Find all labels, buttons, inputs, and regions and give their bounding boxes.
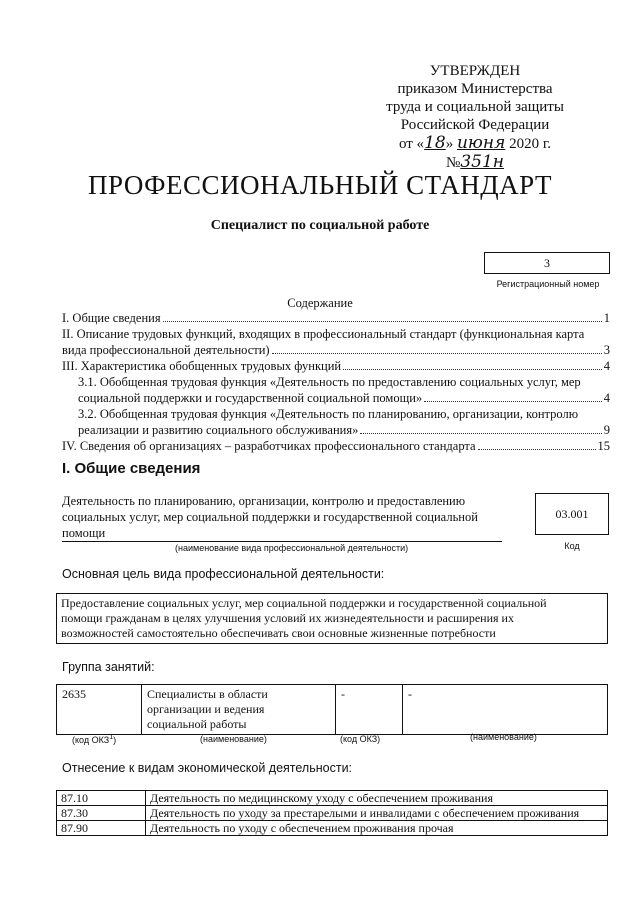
group-label: Группа занятий: (62, 660, 155, 674)
activity-name: Деятельность по планированию, организации, контролю и предоставлению социальных услуг, мер социальной поддержки и государственной социальной помощи (62, 493, 502, 542)
activity-caption: (наименование вида профессиональной деятельности) (175, 543, 409, 553)
contents-heading: Содержание (287, 296, 353, 310)
date-month: июня (456, 133, 506, 153)
approved-label: УТВЕРЖДЕН (429, 63, 521, 79)
toc-item[interactable]: 3.1. Обобщенная трудовая функция «Деятельность по предоставлению социальных услуг, мер социальной поддержки и государственной социальной помощи» 4 (78, 375, 610, 405)
approved-line-3: Российской Федерации (400, 117, 550, 133)
section-heading: I. Общие сведения (62, 460, 201, 477)
toc-item[interactable]: II. Описание трудовых функций, входящих в профессиональный стандарт (функциональная карта вида профессиональной деятельности) 3 (62, 327, 610, 357)
toc-item[interactable]: 3.2. Обобщенная трудовая функция «Деятельность по планированию, организации, контролю реализации и развитию социального обслуживания» 9 (78, 407, 610, 437)
table-row: 87.30 Деятельность по уходу за престарелыми и инвалидами с обеспечением проживания (57, 806, 608, 821)
group-code-cell: 2635 (57, 685, 142, 735)
toc-item[interactable]: IV. Сведения об организациях – разработчиках профессионального стандарта 15 (62, 439, 610, 453)
group-name2-cell: - (403, 685, 608, 735)
date-prefix: от « (398, 136, 425, 152)
group-caption-code2: (код ОКЗ) (340, 734, 381, 744)
table-of-contents (62, 310, 610, 454)
date-day: 18 (424, 133, 446, 153)
page-subtitle: Специалист по социальной работе (210, 218, 430, 233)
page-title: ПРОФЕССИОНАЛЬНЫЙ СТАНДАРТ (87, 170, 553, 200)
group-code2-cell: - (336, 685, 403, 735)
group-name-cell: Специалисты в области организации и ведения социальной работы (142, 685, 336, 735)
occupation-group-table (56, 684, 608, 735)
approved-line-1: приказом Министерства (397, 81, 553, 97)
approved-line-2: труда и социальной защиты (386, 99, 564, 115)
code-caption: Код (564, 541, 580, 551)
table-row (57, 685, 608, 735)
date-year: 2020 г. № (446, 136, 552, 171)
goal-label: Основная цель вида профессиональной деятельности: (62, 567, 385, 581)
toc-item[interactable]: I. Общие сведения 1 (62, 311, 610, 325)
date-mid: » (445, 136, 454, 152)
economic-activity-table (56, 790, 608, 836)
approved-date (370, 134, 580, 172)
table-row: 87.10 Деятельность по медицинскому уходу с обеспечением проживания (57, 791, 608, 806)
order-number: 351н (460, 152, 504, 172)
group-caption-code: (код ОКЗ$^1$) (72, 734, 117, 745)
economic-activity-label: Отнесение к видам экономической деятельности: (62, 761, 353, 775)
registration-number-label: Регистрационный номер (496, 279, 600, 289)
group-caption-name: (наименование) (200, 734, 267, 744)
toc-item[interactable]: III. Характеристика обобщенных трудовых функций 4 (62, 359, 610, 373)
goal-box: Предоставление социальных услуг, мер социальной поддержки и государственной социальной помощи гражданам в целях улучшения условий их жизнедеятельности и расширения их возможностей самостоятельно обеспечивать свои основные жизненные потребности (56, 593, 608, 644)
group-caption-name2: (наименование) (470, 732, 537, 742)
registration-number-box: 3 (484, 252, 610, 274)
approval-block (370, 62, 580, 172)
table-row: 87.90 Деятельность по уходу с обеспечением проживания прочая (57, 821, 608, 836)
activity-code-box: 03.001 (535, 493, 609, 535)
